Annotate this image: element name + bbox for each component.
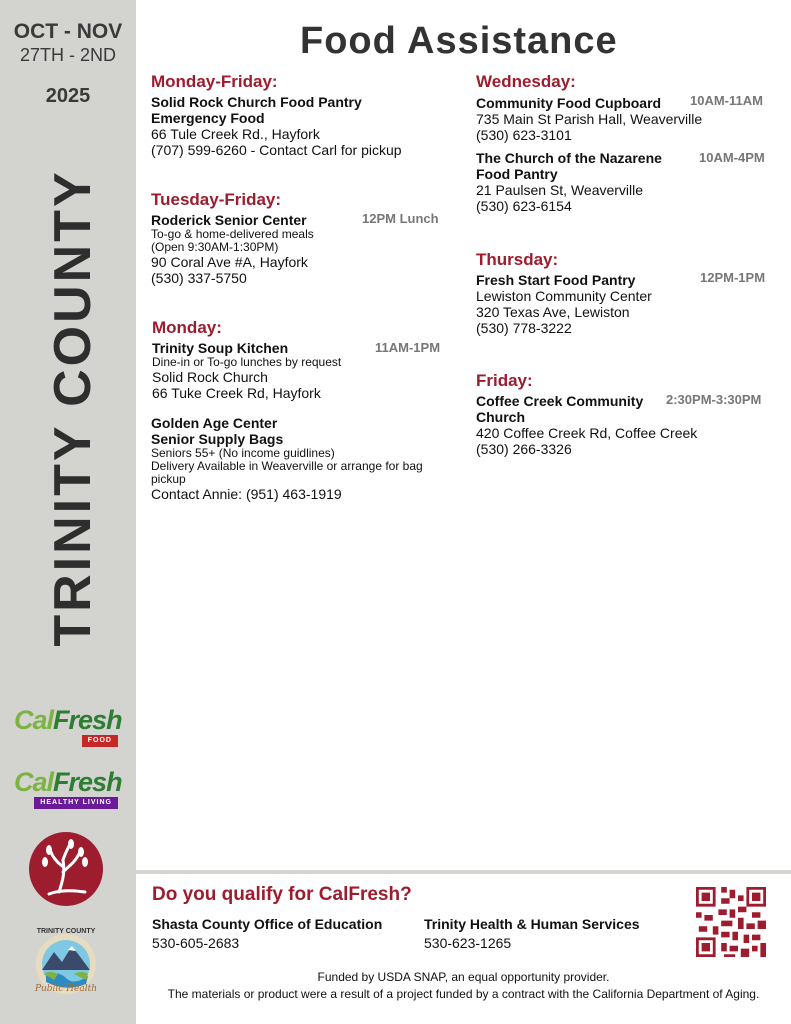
date-range — [0, 20, 136, 108]
phone: (530) 623-6154 — [476, 198, 572, 214]
time-label: 10AM-4PM — [699, 150, 765, 165]
contact-name: Trinity Health & Human Services — [424, 916, 640, 932]
tree-logo — [29, 832, 103, 906]
org-name: Food Pantry — [476, 166, 558, 182]
address: 420 Coffee Creek Rd, Coffee Creek — [476, 425, 698, 441]
org-name: Senior Supply Bags — [151, 431, 284, 447]
note: Seniors 55+ (No income guidlines) — [151, 446, 335, 460]
contact-phone: 530-623-1265 — [424, 935, 512, 951]
day-heading: Wednesday: — [476, 72, 576, 91]
logo-tag: FOOD — [82, 735, 118, 747]
org-name: Trinity Soup Kitchen — [152, 340, 289, 356]
public-health-logo — [28, 924, 104, 1000]
date-year: 2025 — [45, 85, 91, 107]
logo-top-text: TRINITY COUNTY — [36, 928, 96, 935]
phone: (530) 266-3326 — [476, 441, 572, 457]
date-days: 27TH - 2ND — [19, 45, 117, 65]
tue-fri-section — [151, 190, 451, 286]
funding-line: Funded by USDA SNAP, an equal opportunity provider. — [317, 970, 610, 984]
org-name: Community Food Cupboard — [476, 95, 662, 111]
monday-section — [152, 318, 452, 401]
friday-section — [476, 371, 776, 457]
page-title: Food Assistance — [300, 20, 618, 62]
logo-bottom-text: Public Health — [34, 984, 98, 994]
org-name: Golden Age Center — [151, 415, 278, 431]
calfresh-food-logo — [14, 705, 120, 751]
county-name: TRINITY COUNTY — [44, 169, 102, 647]
funding-line: The materials or product were a result of a project funded by a contract with the California Department of Aging. — [167, 987, 760, 1001]
time-label: 2:30PM-3:30PM — [666, 392, 762, 407]
note: To-go & home-delivered meals — [151, 227, 314, 241]
logo-fresh-text: Fresh — [53, 767, 122, 797]
address: 21 Paulsen St, Weaverville — [476, 182, 644, 198]
address: 90 Coral Ave #A, Hayfork — [151, 254, 308, 270]
day-heading: Monday: — [152, 318, 222, 337]
time-label: 10AM-11AM — [690, 93, 763, 108]
org-name: Emergency Food — [151, 110, 265, 126]
qr-code-icon[interactable] — [696, 887, 766, 957]
tree-icon — [29, 832, 103, 906]
address: 66 Tule Creek Rd., Hayfork — [151, 126, 320, 142]
contact-name: Shasta County Office of Education — [152, 916, 383, 932]
mon-fri-section — [151, 72, 451, 158]
date-months: OCT - NOV — [13, 20, 123, 43]
org-name: The Church of the Nazarene — [476, 150, 662, 166]
day-heading: Monday-Friday: — [151, 72, 278, 91]
day-heading: Thursday: — [476, 250, 559, 269]
day-heading: Tuesday-Friday: — [151, 190, 282, 209]
org-name: Coffee Creek Community — [476, 393, 644, 409]
footer-divider — [136, 870, 791, 874]
logo-tag: HEALTHY LIVING — [34, 797, 118, 809]
phone: (530) 337-5750 — [151, 270, 247, 286]
golden-age-section — [151, 415, 461, 502]
logo-cal-text: Cal — [14, 705, 54, 735]
note: Delivery Available in Weaverville or arrange for bag — [151, 459, 423, 473]
day-heading: Friday: — [476, 371, 533, 390]
contact: Contact Annie: (951) 463-1919 — [151, 486, 342, 502]
address: 320 Texas Ave, Lewiston — [476, 304, 630, 320]
logo-cal-text: Cal — [14, 767, 54, 797]
contact-phone: 530-605-2683 — [152, 935, 240, 951]
sidebar — [0, 0, 136, 1024]
address: 735 Main St Parish Hall, Weaverville — [476, 111, 703, 127]
phone: (707) 599-6260 - Contact Carl for pickup — [151, 142, 402, 158]
thursday-section — [476, 250, 776, 336]
org-name: Fresh Start Food Pantry — [476, 272, 636, 288]
address: Lewiston Community Center — [476, 288, 652, 304]
time-label: 11AM-1PM — [375, 340, 441, 355]
calfresh-healthy-living-logo — [14, 767, 120, 813]
note: pickup — [151, 472, 186, 486]
org-name: Church — [476, 409, 525, 425]
phone: (530) 778-3222 — [476, 320, 572, 336]
logo-fresh-text: Fresh — [53, 705, 122, 735]
time-label: 12PM-1PM — [700, 270, 766, 285]
address: Solid Rock Church — [152, 369, 268, 385]
address: 66 Tuke Creek Rd, Hayfork — [152, 385, 321, 401]
org-name: Roderick Senior Center — [151, 212, 307, 228]
time-label: 12PM Lunch — [362, 211, 439, 226]
note: Dine-in or To-go lunches by request — [152, 355, 342, 369]
phone: (530) 623-3101 — [476, 127, 572, 143]
calfresh-question: Do you qualify for CalFresh? — [152, 884, 412, 905]
note: (Open 9:30AM-1:30PM) — [151, 240, 279, 254]
org-name: Solid Rock Church Food Pantry — [151, 94, 362, 110]
